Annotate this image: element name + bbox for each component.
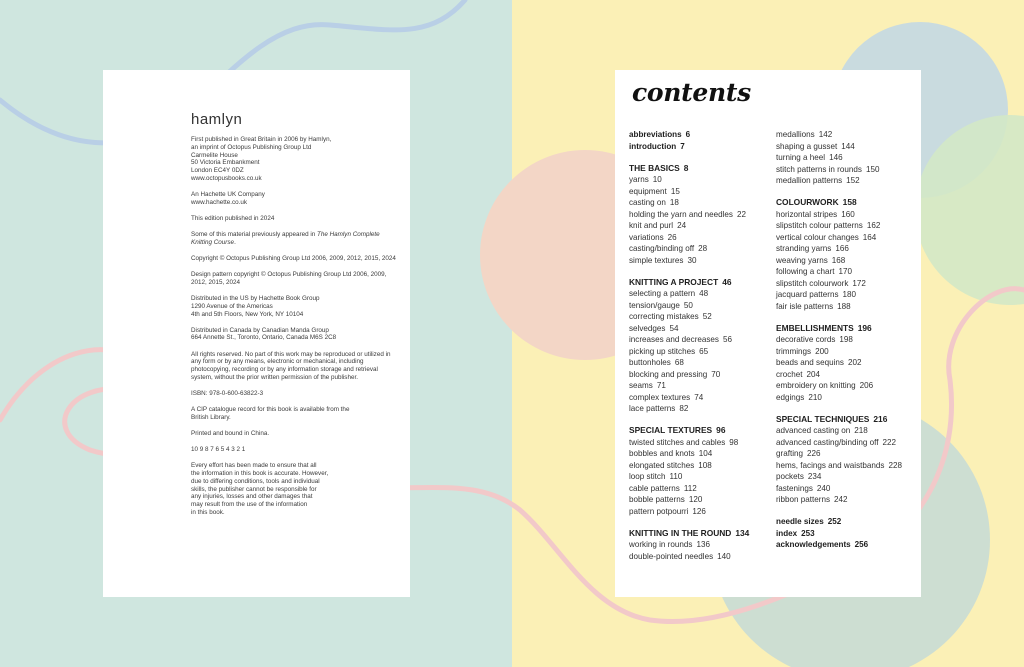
contents-page-number: 7: [680, 141, 685, 151]
first-published-text: First published in Great Britain in 2006 by Hamlyn, an imprint of Octopus Publishing Group Ltd Carmelite House 50 Victoria Embankment London EC4Y 0DZ www.octopusbooks.co.uk: [191, 136, 332, 182]
contents-entry-label: variations: [629, 232, 664, 242]
contents-entry: [629, 448, 769, 460]
contents-page-number: 98: [729, 437, 739, 447]
contents-page-number: 136: [696, 540, 710, 549]
contents-entry: [776, 175, 921, 187]
contents-entry-label: trimmings: [776, 346, 812, 356]
contents-page-number: 146: [829, 153, 843, 162]
contents-entry: [776, 209, 921, 221]
contents-section-heading: [629, 528, 769, 540]
contents-entry-label: abbreviations: [629, 130, 682, 139]
contents-entry-label: fastenings: [776, 483, 813, 493]
contents-page-number: 242: [834, 495, 848, 504]
contents-entry: [629, 220, 769, 232]
contents-page-number: 56: [722, 335, 732, 344]
contents-entry-label: SPECIAL TEXTURES: [629, 425, 713, 435]
previously-prefix: Some of this material previously appeared in: [191, 231, 318, 239]
contents-entry-label: decorative cords: [776, 335, 836, 344]
contents-entry: [629, 346, 769, 358]
contents-entry-label: SPECIAL TECHNIQUES: [776, 413, 870, 424]
contents-entry-label: casting on: [629, 198, 666, 207]
rights-text: All rights reserved. No part of this work may be reproduced or utilized in any form or by any means, electronic or mechanical, including photocopying, recording or by any information storage and retrieval system, without the prior written permission of the publisher.: [191, 350, 391, 381]
contents-entry-label: bobble patterns: [629, 495, 685, 504]
contents-page-number: 134: [735, 527, 750, 538]
contents-entry: [776, 164, 921, 176]
contents-entry: [629, 232, 769, 244]
contents-entry-label: complex textures: [629, 392, 691, 402]
disclaimer-text: Every effort has been made to ensure that all the information in this book is accurate. However, due to differing conditions, tools and individual skills, the publisher cannot be responsible for any injuries, losses and other damages that may result from the use of the information in this book.: [191, 462, 329, 516]
contents-entry-label: knit and purl: [629, 221, 674, 230]
contents-entry: [776, 255, 921, 267]
contents-page-number: 198: [839, 335, 853, 344]
us-distribution-text: Distributed in the US by Hachette Book Group 1290 Avenue of the Americas 4th and 5th Floors, New York, NY 10104: [191, 294, 320, 318]
contents-entry-label: seams: [629, 381, 653, 390]
contents-entry-label: COLOURWORK: [776, 197, 839, 207]
contents-page-number: 210: [808, 392, 822, 402]
contents-entry: [629, 539, 769, 551]
contents-entry: [776, 483, 921, 495]
contents-entry-label: EMBELLISHMENTS: [776, 322, 854, 333]
contents-section-heading: [776, 323, 921, 335]
contents-page-number: 46: [722, 276, 732, 287]
contents-page-number: 166: [835, 244, 849, 253]
contents-page-number: 253: [801, 528, 815, 538]
contents-entry-label: selecting a pattern: [629, 289, 696, 298]
contents-entry: [776, 392, 921, 404]
contents-entry: [776, 369, 921, 381]
contents-entry: [776, 289, 921, 301]
contents-entry-label: ribbon patterns: [776, 495, 830, 504]
contents-entry-label: tension/gauge: [629, 300, 680, 310]
contents-entry-label: needle sizes: [776, 517, 824, 526]
contents-entry-label: increases and decreases: [629, 335, 719, 344]
contents-page-number: 112: [683, 483, 697, 493]
contents-entry: [629, 494, 769, 506]
contents-page-number: 188: [837, 301, 851, 311]
contents-page-number: 108: [698, 460, 712, 470]
contents-entry: [629, 380, 769, 392]
printed-text: Printed and bound in China.: [191, 429, 270, 437]
contents-entry-label: casting/binding off: [629, 244, 695, 253]
contents-entry: [776, 152, 921, 164]
contents-page-number: 252: [827, 517, 842, 526]
contents-page-number: 28: [698, 244, 708, 253]
contents-entry: [776, 301, 921, 313]
contents-entry: [629, 186, 769, 198]
copyright-text: Copyright © Octopus Publishing Group Ltd 2006, 2009, 2012, 2015, 2024: [191, 254, 396, 262]
contents-entry: [629, 141, 769, 153]
contents-page-number: 222: [882, 437, 896, 447]
contents-page-number: 152: [846, 176, 860, 185]
contents-entry: [629, 174, 769, 186]
contents-entry: [629, 323, 769, 335]
contents-page-number: 126: [692, 506, 706, 516]
contents-entry: [776, 232, 921, 244]
contents-entry: [629, 197, 769, 209]
contents-entry: [629, 437, 769, 449]
contents-page-number: 65: [699, 346, 709, 356]
contents-page-number: 22: [736, 209, 746, 219]
contents-entry-label: medallions: [776, 130, 815, 139]
contents-page-number: 30: [687, 255, 697, 265]
contents-entry: [776, 357, 921, 369]
contents-page-number: 71: [656, 381, 666, 390]
contents-page-number: 74: [694, 392, 704, 402]
publisher-brand: hamlyn: [191, 111, 243, 128]
contents-entry-label: double-pointed needles: [629, 551, 714, 561]
contents-page-number: 70: [711, 369, 721, 379]
contents-page-number: 110: [669, 472, 683, 481]
contents-entry: [776, 220, 921, 232]
contents-entry: [629, 506, 769, 518]
contents-page-number: 218: [854, 426, 868, 435]
contents-page-number: 234: [807, 472, 822, 481]
contents-page-number: 10: [652, 175, 662, 184]
contents-page-number: 204: [806, 369, 821, 379]
contents-page-number: 18: [669, 198, 679, 207]
contents-entry: [629, 288, 769, 300]
previously-appeared-text: [191, 231, 401, 247]
contents-entry: [776, 380, 921, 392]
contents-entry-label: embroidery on knitting: [776, 381, 856, 390]
contents-page-number: 68: [674, 358, 684, 367]
contents-page-number: 15: [670, 186, 680, 196]
contents-entry: [776, 437, 921, 449]
contents-entry-label: slipstitch colourwork: [776, 278, 849, 288]
contents-entry: [776, 516, 921, 528]
contents-entry: [629, 460, 769, 472]
contents-entry: [629, 334, 769, 346]
contents-entry: [776, 425, 921, 437]
contents-entry-label: edgings: [776, 392, 805, 402]
contents-entry: [776, 528, 921, 540]
contents-entry: [629, 311, 769, 323]
edition-text: This edition published in 2024: [191, 214, 275, 222]
contents-entry: [629, 129, 769, 141]
contents-entry-label: cable patterns: [629, 483, 680, 493]
contents-page-number: 160: [841, 209, 855, 219]
contents-entry: [776, 539, 921, 551]
contents-page-number: 256: [854, 540, 869, 549]
contents-entry: [629, 255, 769, 267]
contents-entry-label: acknowledgements: [776, 540, 851, 549]
contents-entry-label: yarns: [629, 175, 649, 184]
contents-entry-label: grafting: [776, 449, 803, 458]
contents-entry-label: advanced casting on: [776, 426, 851, 435]
contents-page-number: 206: [859, 381, 874, 390]
contents-entry: [776, 448, 921, 460]
contents-entry-label: hems, facings and waistbands: [776, 460, 885, 470]
contents-page-number: 200: [815, 346, 829, 356]
canada-distribution-text: Distributed in Canada by Canadian Manda Group 664 Annette St., Toronto, Ontario, Canada M6S 2C8: [191, 326, 337, 342]
design-copyright-text: Design pattern copyright © Octopus Publishing Group Ltd 2006, 2009, 2012, 2015, 2024: [191, 271, 387, 286]
contents-page-number: 202: [847, 358, 862, 367]
contents-entry: [629, 300, 769, 312]
contents-entry-label: twisted stitches and cables: [629, 437, 726, 447]
contents-page-number: 172: [852, 278, 866, 288]
contents-page-number: 8: [683, 162, 689, 173]
contents-page-number: 82: [679, 404, 689, 413]
contents-entry-label: horizontal stripes: [776, 209, 838, 219]
contents-page-number: 120: [688, 495, 703, 504]
contents-entry-label: working in rounds: [629, 540, 693, 549]
contents-entry-label: selvedges: [629, 323, 666, 333]
contents-entry-label: loop stitch: [629, 472, 666, 481]
contents-entry-label: index: [776, 528, 798, 538]
contents-entry-label: slipstitch colour patterns: [776, 221, 863, 230]
contents-page-number: 54: [669, 323, 679, 333]
contents-page-number: 104: [698, 449, 713, 458]
copyright-page: [103, 70, 410, 597]
contents-entry-label: blocking and pressing: [629, 369, 708, 379]
contents-entry-label: lace patterns: [629, 404, 676, 413]
contents-entry-label: KNITTING A PROJECT: [629, 276, 719, 287]
contents-entry-label: pockets: [776, 472, 804, 481]
contents-page-number: 26: [667, 232, 677, 242]
contents-entry: [776, 266, 921, 278]
contents-page-number: 140: [717, 551, 731, 561]
contents-entry-label: advanced casting/binding off: [776, 437, 879, 447]
contents-entry-label: bobbles and knots: [629, 449, 695, 458]
previously-suffix: .: [234, 238, 236, 246]
contents-page: [615, 70, 921, 597]
contents-entry: [629, 471, 769, 483]
contents-entry-label: THE BASICS: [629, 162, 680, 173]
contents-page-number: 50: [683, 300, 693, 310]
contents-entry: [629, 392, 769, 404]
contents-column-left: [629, 129, 769, 562]
contents-title: contents: [632, 78, 751, 107]
contents-entry-label: turning a heel: [776, 153, 826, 162]
contents-entry: [629, 483, 769, 495]
contents-entry-label: crochet: [776, 369, 803, 379]
contents-section-heading: [776, 414, 921, 426]
contents-entry-label: correcting mistakes: [629, 312, 699, 321]
contents-entry-label: following a chart: [776, 267, 835, 276]
contents-section-heading: [629, 163, 769, 175]
contents-entry-label: stranding yarns: [776, 244, 832, 253]
contents-entry-label: vertical colour changes: [776, 232, 859, 242]
contents-page-number: 226: [807, 449, 821, 458]
contents-entry-label: simple textures: [629, 255, 684, 265]
contents-page-number: 96: [716, 425, 726, 435]
contents-entry: [629, 357, 769, 369]
contents-page-number: 170: [838, 267, 853, 276]
contents-page-number: 24: [677, 221, 687, 230]
contents-entry-label: equipment: [629, 186, 667, 196]
contents-entry: [629, 209, 769, 221]
company-text: An Hachette UK Company www.hachette.co.uk: [191, 191, 265, 206]
contents-page-number: 228: [888, 460, 902, 470]
contents-page-number: 6: [685, 130, 691, 139]
contents-page-number: 240: [816, 483, 831, 493]
contents-entry: [776, 243, 921, 255]
contents-column-right: [776, 129, 921, 551]
contents-entry: [629, 369, 769, 381]
contents-page-number: 180: [842, 290, 857, 299]
contents-entry-label: fair isle patterns: [776, 301, 834, 311]
print-run-text: 10 9 8 7 6 5 4 3 2 1: [191, 446, 246, 454]
contents-entry-label: KNITTING IN THE ROUND: [629, 527, 732, 538]
contents-entry-label: weaving yarns: [776, 255, 828, 265]
contents-entry: [776, 494, 921, 506]
contents-entry-label: holding the yarn and needles: [629, 209, 733, 219]
contents-page-number: 144: [841, 141, 855, 151]
contents-entry-label: jacquard patterns: [776, 290, 839, 299]
cip-text: A CIP catalogue record for this book is available from the British Library.: [191, 406, 350, 421]
contents-page-number: 216: [873, 413, 888, 424]
contents-page-number: 52: [702, 312, 712, 321]
contents-entry: [776, 460, 921, 472]
contents-section-heading: [629, 277, 769, 289]
contents-page-number: 164: [862, 232, 877, 242]
contents-entry: [776, 278, 921, 290]
contents-page-number: 158: [842, 197, 857, 207]
contents-page-number: 48: [699, 289, 709, 298]
contents-section-heading: [629, 425, 769, 437]
contents-page-number: 196: [857, 322, 872, 333]
contents-entry-label: buttonholes: [629, 358, 671, 367]
contents-page-number: 142: [818, 130, 833, 139]
contents-entry-label: stitch patterns in rounds: [776, 164, 862, 174]
contents-section-heading: [776, 197, 921, 209]
contents-entry-label: medallion patterns: [776, 176, 843, 185]
contents-page-number: 168: [831, 255, 846, 265]
contents-entry: [629, 403, 769, 415]
contents-entry: [629, 551, 769, 563]
contents-entry-label: elongated stitches: [629, 460, 695, 470]
contents-entry: [776, 471, 921, 483]
contents-page-number: 150: [865, 164, 880, 174]
contents-entry: [776, 129, 921, 141]
isbn-text: ISBN: 978-0-600-63822-3: [191, 390, 264, 397]
contents-entry-label: shaping a gusset: [776, 141, 838, 151]
previously-title: The Hamlyn Complete Knitting Course: [191, 231, 380, 246]
contents-entry-label: beads and sequins: [776, 358, 844, 367]
contents-entry: [776, 141, 921, 153]
contents-entry: [776, 346, 921, 358]
contents-entry-label: picking up stitches: [629, 346, 696, 356]
contents-entry: [776, 334, 921, 346]
contents-entry: [629, 243, 769, 255]
imprint-text: [191, 136, 401, 517]
contents-page-number: 162: [866, 221, 881, 230]
contents-entry-label: pattern potpourri: [629, 506, 689, 516]
contents-entry-label: introduction: [629, 141, 677, 151]
